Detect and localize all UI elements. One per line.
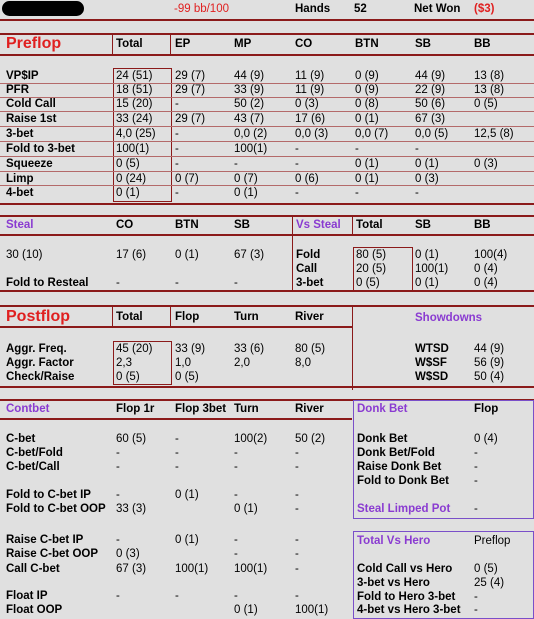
preflop-cell: 50 (6): [415, 98, 446, 110]
preflop-cell: -: [355, 143, 359, 155]
preflop-cell: 0 (1): [415, 158, 439, 170]
preflop-cell: 0 (3): [415, 173, 439, 185]
vs-hero-cell: -: [474, 604, 478, 616]
contbet-cell: 100(2): [234, 433, 268, 445]
preflop-cell: 18 (51): [116, 84, 153, 96]
preflop-cell: 0 (7): [234, 173, 258, 185]
steal-limped-pot-label: Steal Limped Pot: [357, 503, 451, 515]
postflop-row-label: Aggr. Freq.: [6, 343, 67, 355]
preflop-row-label: Squeeze: [6, 158, 53, 170]
preflop-cell: 22 (9): [415, 84, 446, 96]
preflop-cell: 0 (5): [116, 158, 140, 170]
vs-steal-title: Vs Steal: [296, 219, 341, 231]
contbet-cell: -: [175, 433, 179, 445]
contbet-cell: 33 (3): [116, 503, 147, 515]
donk-row-label: Donk Bet/Fold: [357, 447, 435, 459]
preflop-cell: 15 (20): [116, 98, 153, 110]
contbet-cell: -: [234, 534, 238, 546]
postflop-col-turn: Turn: [234, 311, 259, 323]
preflop-cell: 17 (6): [295, 113, 326, 125]
preflop-cell: -: [295, 187, 299, 199]
contbet-cell: -: [295, 489, 299, 501]
preflop-cell: 0,0 (2): [234, 128, 268, 140]
preflop-cell: 24 (51): [116, 70, 153, 82]
contbet-row-label: C-bet/Fold: [6, 447, 63, 459]
preflop-cell: -: [295, 158, 299, 170]
contbet-row-label: Float OOP: [6, 604, 63, 616]
preflop-cell: 29 (7): [175, 70, 206, 82]
hands-value: 52: [354, 3, 367, 15]
vs-steal-cell: 0 (4): [474, 277, 498, 289]
preflop-cell: 11 (9): [295, 70, 325, 82]
preflop-row-label: VP$IP: [6, 70, 39, 82]
preflop-row-label: Cold Call: [6, 98, 56, 110]
contbet-cell: 67 (3): [116, 563, 147, 575]
redacted-player-name: [2, 1, 84, 16]
contbet-cell: -: [116, 447, 120, 459]
vs-hero-cell: 0 (5): [474, 563, 498, 575]
preflop-cell: 0 (1): [355, 113, 379, 125]
postflop-cell: 8,0: [295, 357, 311, 369]
preflop-cell: 29 (7): [175, 84, 206, 96]
preflop-col-btn: BTN: [355, 38, 379, 50]
steal-col-co: CO: [116, 219, 134, 231]
preflop-col-total: Total: [116, 38, 143, 50]
contbet-cell: -: [295, 548, 299, 560]
showdown-label: W$SF: [415, 357, 447, 369]
preflop-cell: 50 (2): [234, 98, 265, 110]
preflop-cell: 13 (8): [474, 84, 505, 96]
vs-hero-row-label: Fold to Hero 3-bet: [357, 591, 456, 603]
preflop-row-label: 4-bet: [6, 187, 34, 199]
contbet-cell: -: [295, 503, 299, 515]
preflop-cell: 0 (1): [355, 173, 379, 185]
vs-steal-cell: 0 (4): [474, 263, 498, 275]
contbet-cell: -: [234, 548, 238, 560]
showdown-value: 56 (9): [474, 357, 505, 369]
donk-col-flop: Flop: [474, 403, 499, 415]
contbet-cell: -: [175, 447, 179, 459]
contbet-row-label: C-bet/Call: [6, 461, 60, 473]
total-vs-hero-title: Total Vs Hero: [357, 535, 431, 547]
postflop-cell: 1,0: [175, 357, 191, 369]
contbet-row-label: Call C-bet: [6, 563, 60, 575]
postflop-col-total: Total: [116, 311, 143, 323]
vs-hero-row-label: 4-bet vs Hero 3-bet: [357, 604, 461, 616]
preflop-cell: 0 (7): [175, 173, 199, 185]
preflop-row-label: PFR: [6, 84, 29, 96]
showdowns-title: Showdowns: [415, 312, 483, 324]
preflop-col-co: CO: [295, 38, 313, 50]
showdown-value: 44 (9): [474, 343, 505, 355]
preflop-cell: -: [415, 143, 419, 155]
preflop-cell: -: [295, 143, 299, 155]
donk-cell: -: [474, 461, 478, 473]
preflop-col-mp: MP: [234, 38, 252, 50]
contbet-cell: 60 (5): [116, 433, 147, 445]
contbet-row-label: Fold to C-bet OOP: [6, 503, 106, 515]
preflop-cell: 4,0 (25): [116, 128, 156, 140]
contbet-cell: -: [295, 590, 299, 602]
contbet-title: Contbet: [6, 403, 50, 415]
preflop-cell: 0 (9): [355, 84, 379, 96]
hands-label: Hands: [295, 3, 331, 15]
donk-cell: -: [474, 475, 478, 487]
vs-hero-cell: 25 (4): [474, 577, 505, 589]
preflop-cell: 13 (8): [474, 70, 505, 82]
contbet-cell: -: [175, 590, 179, 602]
vs-hero-row-label: Cold Call vs Hero: [357, 563, 453, 575]
resteal-cell: -: [234, 277, 238, 289]
preflop-cell: 0 (3): [474, 158, 498, 170]
contbet-cell: 50 (2): [295, 433, 326, 445]
vs-hero-row-label: 3-bet vs Hero: [357, 577, 430, 589]
postflop-cell: 80 (5): [295, 343, 326, 355]
preflop-cell: -: [234, 158, 238, 170]
vs-hero-cell: -: [474, 591, 478, 603]
netwon-label: Net Won: [414, 3, 461, 15]
postflop-row-label: Aggr. Factor: [6, 357, 74, 369]
showdown-label: WTSD: [415, 343, 449, 355]
preflop-row-label: Raise 1st: [6, 113, 57, 125]
preflop-row-label: Fold to 3-bet: [6, 143, 75, 155]
contbet-cell: -: [175, 461, 179, 473]
postflop-cell: 0 (5): [116, 371, 140, 383]
contbet-cell: -: [116, 489, 120, 501]
contbet-cell: 0 (1): [175, 534, 199, 546]
preflop-cell: 43 (7): [234, 113, 265, 125]
donk-row-label: Fold to Donk Bet: [357, 475, 449, 487]
steal-cell: 17 (6): [116, 249, 147, 261]
steal-col-sb: SB: [234, 219, 250, 231]
preflop-cell: -: [415, 187, 419, 199]
contbet-cell: 100(1): [295, 604, 329, 616]
preflop-cell: 0 (8): [355, 98, 379, 110]
contbet-row-label: Raise C-bet IP: [6, 534, 84, 546]
resteal-cell: -: [116, 277, 120, 289]
postflop-cell: 33 (6): [234, 343, 265, 355]
postflop-cell: 2,3: [116, 357, 132, 369]
preflop-col-ep: EP: [175, 38, 191, 50]
donk-cell: 0 (4): [474, 433, 498, 445]
contbet-cell: 0 (1): [234, 503, 258, 515]
contbet-col-flop3bet: Flop 3bet: [175, 403, 227, 415]
preflop-cell: 0 (1): [116, 187, 140, 199]
fold-to-resteal-label: Fold to Resteal: [6, 277, 89, 289]
vs-steal-cell: 0 (5): [356, 277, 380, 289]
preflop-cell: 100(1): [234, 143, 268, 155]
vs-steal-cell: 100(4): [474, 249, 508, 261]
postflop-cell: 45 (20): [116, 343, 153, 355]
preflop-cell: -: [175, 98, 179, 110]
vs-steal-cell: 80 (5): [356, 249, 387, 261]
preflop-cell: 0 (3): [295, 98, 319, 110]
resteal-cell: -: [175, 277, 179, 289]
preflop-cell: 0,0 (3): [295, 128, 329, 140]
preflop-cell: 0 (24): [116, 173, 147, 185]
preflop-cell: -: [175, 187, 179, 199]
preflop-cell: 33 (24): [116, 113, 153, 125]
preflop-cell: 0 (5): [474, 98, 498, 110]
vs-steal-row-label: Fold: [296, 249, 321, 261]
vs-steal-cell: 20 (5): [356, 263, 387, 275]
vs-steal-row-label: Call: [296, 263, 318, 275]
postflop-cell: 2,0: [234, 357, 250, 369]
postflop-col-flop: Flop: [175, 311, 200, 323]
contbet-cell: -: [295, 563, 299, 575]
contbet-cell: 100(1): [234, 563, 268, 575]
steal-cell: 67 (3): [234, 249, 265, 261]
vs-steal-row-label: 3-bet: [296, 277, 324, 289]
contbet-cell: -: [116, 590, 120, 602]
preflop-row-label: 3-bet: [6, 128, 34, 140]
postflop-row-label: Check/Raise: [6, 371, 75, 383]
preflop-cell: -: [175, 158, 179, 170]
preflop-cell: 29 (7): [175, 113, 206, 125]
preflop-cell: -: [355, 187, 359, 199]
netwon-value: ($3): [474, 3, 495, 15]
preflop-cell: 0 (1): [234, 187, 258, 199]
contbet-cell: -: [295, 447, 299, 459]
contbet-cell: 0 (1): [175, 489, 199, 501]
donk-cell: -: [474, 447, 478, 459]
steal-cell: 0 (1): [175, 249, 199, 261]
contbet-row-label: C-bet: [6, 433, 36, 445]
vs-steal-col-sb: SB: [415, 219, 431, 231]
vs-steal-cell: 0 (1): [415, 277, 439, 289]
preflop-row-label: Limp: [6, 173, 34, 185]
contbet-col-turn: Turn: [234, 403, 259, 415]
showdown-value: 50 (4): [474, 371, 505, 383]
preflop-cell: 12,5 (8): [474, 128, 514, 140]
vs-steal-col-bb: BB: [474, 219, 491, 231]
contbet-cell: -: [234, 461, 238, 473]
steal-total: 30 (10): [6, 249, 43, 261]
contbet-cell: -: [234, 489, 238, 501]
preflop-cell: 11 (9): [295, 84, 325, 96]
contbet-row-label: Fold to C-bet IP: [6, 489, 91, 501]
postflop-title: Postflop: [6, 308, 70, 325]
contbet-row-label: Float IP: [6, 590, 48, 602]
preflop-cell: 0 (9): [355, 70, 379, 82]
contbet-cell: 100(1): [175, 563, 209, 575]
preflop-cell: -: [175, 143, 179, 155]
contbet-cell: -: [116, 534, 120, 546]
preflop-cell: 0,0 (5): [415, 128, 449, 140]
contbet-cell: -: [116, 461, 120, 473]
vs-steal-col-total: Total: [356, 219, 383, 231]
donk-bet-title: Donk Bet: [357, 403, 408, 415]
postflop-col-river: River: [295, 311, 324, 323]
contbet-cell: 0 (1): [234, 604, 258, 616]
contbet-col-river: River: [295, 403, 324, 415]
donk-row-label: Raise Donk Bet: [357, 461, 442, 473]
steal-col-btn: BTN: [175, 219, 199, 231]
vs-steal-cell: 0 (1): [415, 249, 439, 261]
preflop-cell: 67 (3): [415, 113, 446, 125]
postflop-cell: 0 (5): [175, 371, 199, 383]
preflop-cell: -: [175, 128, 179, 140]
contbet-cell: -: [234, 447, 238, 459]
contbet-cell: -: [234, 590, 238, 602]
preflop-cell: 44 (9): [415, 70, 446, 82]
contbet-cell: -: [295, 461, 299, 473]
preflop-col-bb: BB: [474, 38, 491, 50]
preflop-cell: 0 (6): [295, 173, 319, 185]
winrate: -99 bb/100: [174, 3, 229, 15]
preflop-title: Preflop: [6, 35, 62, 52]
preflop-col-sb: SB: [415, 38, 431, 50]
preflop-cell: 33 (9): [234, 84, 265, 96]
steal-limped-pot-value: -: [474, 503, 478, 515]
preflop-cell: 0,0 (7): [355, 128, 389, 140]
preflop-cell: 0 (1): [355, 158, 379, 170]
contbet-cell: 0 (3): [116, 548, 140, 560]
vs-hero-col-preflop: Preflop: [474, 535, 511, 547]
contbet-row-label: Raise C-bet OOP: [6, 548, 99, 560]
contbet-cell: -: [295, 534, 299, 546]
preflop-cell: 100(1): [116, 143, 150, 155]
preflop-cell: 44 (9): [234, 70, 265, 82]
contbet-col-flop1r: Flop 1r: [116, 403, 155, 415]
vs-steal-cell: 100(1): [415, 263, 449, 275]
donk-row-label: Donk Bet: [357, 433, 408, 445]
postflop-cell: 33 (9): [175, 343, 206, 355]
showdown-label: W$SD: [415, 371, 449, 383]
steal-title: Steal: [6, 219, 34, 231]
